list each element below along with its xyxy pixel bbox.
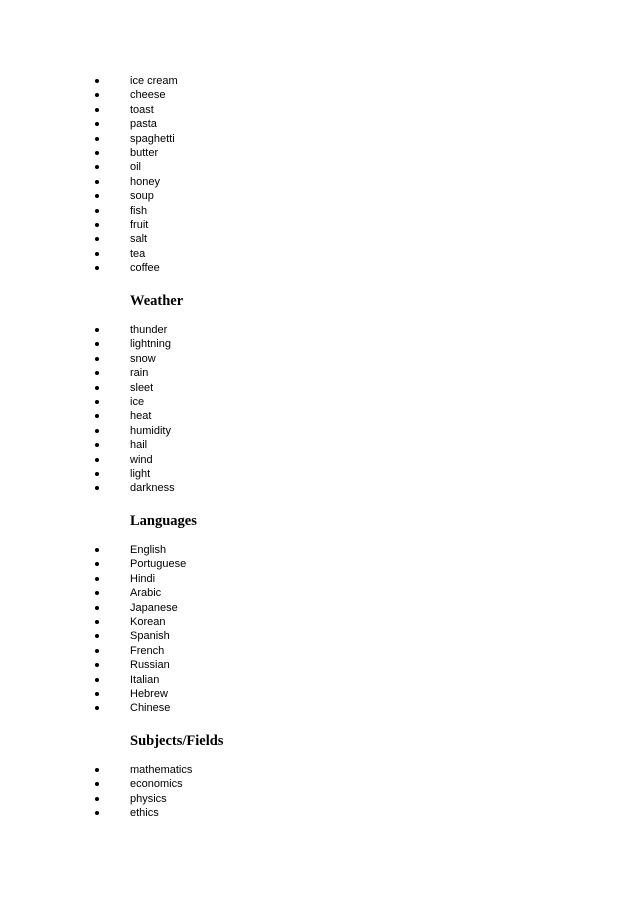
list-item-text: mathematics	[130, 764, 193, 776]
bullet-icon	[95, 429, 99, 433]
list-item-text: Arabic	[130, 587, 162, 600]
list-item	[0, 438, 638, 452]
list-item-text: honey	[130, 175, 160, 188]
list-item-text: fruit	[130, 218, 149, 231]
bullet-icon	[95, 797, 99, 801]
list-item-text: Hebrew	[130, 687, 168, 700]
list-item-text: Italian	[130, 673, 160, 686]
bullet-icon	[95, 443, 99, 447]
languages-list	[0, 543, 638, 716]
list-item	[0, 218, 638, 232]
list-item	[0, 132, 638, 146]
bullet-icon	[95, 591, 99, 595]
list-item	[0, 146, 638, 160]
subjects-list	[0, 763, 638, 821]
list-item	[0, 88, 638, 102]
list-item-text: hail	[130, 439, 148, 452]
bullet-icon	[95, 414, 99, 418]
list-item	[0, 160, 638, 174]
bullet-icon	[95, 706, 99, 710]
bullet-icon	[95, 577, 99, 581]
list-item-text: humidity	[130, 424, 171, 437]
languages-section	[0, 543, 638, 716]
list-item	[0, 673, 638, 687]
list-item-text: English	[130, 544, 167, 556]
list-item	[0, 424, 638, 438]
list-item	[0, 261, 638, 275]
list-item-text: snow	[130, 352, 156, 365]
list-item	[0, 572, 638, 586]
list-item	[0, 763, 638, 777]
list-item	[0, 395, 638, 409]
list-item	[0, 467, 638, 481]
list-item-text: soup	[130, 190, 154, 203]
food-list	[0, 74, 638, 275]
list-item-text: wind	[130, 453, 153, 466]
list-item	[0, 352, 638, 366]
list-item	[0, 557, 638, 571]
list-item	[0, 658, 638, 672]
bullet-icon	[95, 620, 99, 624]
bullet-icon	[95, 811, 99, 815]
list-item-text: heat	[130, 410, 152, 423]
bullet-icon	[95, 386, 99, 390]
subjects-section	[0, 763, 638, 821]
list-item-text: ethics	[130, 807, 159, 820]
list-item-text: oil	[130, 161, 142, 174]
list-item	[0, 601, 638, 615]
list-item-text: Portuguese	[130, 558, 187, 571]
list-item-text: coffee	[130, 262, 160, 275]
bullet-icon	[95, 678, 99, 682]
list-item	[0, 777, 638, 791]
list-item	[0, 247, 638, 261]
list-item	[0, 74, 638, 88]
list-item	[0, 323, 638, 337]
bullet-icon	[95, 606, 99, 610]
list-item-text: light	[130, 467, 151, 480]
bullet-icon	[95, 209, 99, 213]
weather-section	[0, 323, 638, 496]
list-item-text: lightning	[130, 338, 171, 351]
list-item	[0, 117, 638, 131]
bullet-icon	[95, 782, 99, 786]
bullet-icon	[95, 79, 99, 83]
bullet-icon	[95, 458, 99, 462]
list-item-text: Chinese	[130, 702, 171, 715]
list-item-text: tea	[130, 247, 146, 260]
languages-heading: Languages	[130, 513, 197, 529]
bullet-icon	[95, 371, 99, 375]
list-item-text: Spanish	[130, 630, 170, 643]
list-item-text: physics	[130, 792, 167, 805]
bullet-icon	[95, 400, 99, 404]
list-item	[0, 543, 638, 557]
list-item-text: economics	[130, 778, 183, 791]
list-item	[0, 687, 638, 701]
bullet-icon	[95, 108, 99, 112]
list-item-text: sleet	[130, 381, 154, 394]
list-item	[0, 481, 638, 495]
bullet-icon	[95, 634, 99, 638]
list-item	[0, 586, 638, 600]
list-item-text: pasta	[130, 118, 157, 131]
list-item-text: salt	[130, 233, 148, 246]
list-item-text: French	[130, 644, 165, 657]
bullet-icon	[95, 223, 99, 227]
list-item-text: rain	[130, 367, 149, 380]
list-item	[0, 701, 638, 715]
bullet-icon	[95, 165, 99, 169]
bullet-icon	[95, 692, 99, 696]
list-item	[0, 103, 638, 117]
bullet-icon	[95, 252, 99, 256]
bullet-icon	[95, 562, 99, 566]
list-item	[0, 232, 638, 246]
list-item-text: Korean	[130, 615, 166, 628]
list-item-text: spaghetti	[130, 132, 175, 145]
bullet-icon	[95, 137, 99, 141]
bullet-icon	[95, 151, 99, 155]
bullet-icon	[95, 663, 99, 667]
list-item-text: Hindi	[130, 572, 156, 585]
bullet-icon	[95, 649, 99, 653]
bullet-icon	[95, 548, 99, 552]
list-item-text: ice cream	[130, 75, 178, 87]
list-item	[0, 453, 638, 467]
bullet-icon	[95, 768, 99, 772]
list-item	[0, 366, 638, 380]
bullet-icon	[95, 180, 99, 184]
list-item-text: toast	[130, 103, 154, 116]
bullet-icon	[95, 194, 99, 198]
list-item-text: ice	[130, 395, 145, 408]
list-item-text: thunder	[130, 324, 168, 336]
list-item	[0, 409, 638, 423]
food-section	[0, 74, 638, 275]
list-item-text: Russian	[130, 659, 170, 672]
list-item-text: cheese	[130, 89, 166, 102]
list-item	[0, 204, 638, 218]
bullet-icon	[95, 266, 99, 270]
bullet-icon	[95, 122, 99, 126]
list-item	[0, 615, 638, 629]
subjects-heading: Subjects/Fields	[130, 733, 224, 749]
bullet-icon	[95, 93, 99, 97]
bullet-icon	[95, 342, 99, 346]
list-item	[0, 381, 638, 395]
list-item	[0, 629, 638, 643]
list-item	[0, 792, 638, 806]
weather-list	[0, 323, 638, 496]
bullet-icon	[95, 357, 99, 361]
list-item-text: fish	[130, 204, 148, 217]
list-item	[0, 644, 638, 658]
list-item-text: Japanese	[130, 601, 178, 614]
weather-heading: Weather	[130, 293, 184, 309]
list-item-text: butter	[130, 146, 159, 159]
list-item	[0, 189, 638, 203]
list-item	[0, 806, 638, 820]
bullet-icon	[95, 237, 99, 241]
bullet-icon	[95, 486, 99, 490]
list-item	[0, 175, 638, 189]
bullet-icon	[95, 328, 99, 332]
list-item	[0, 337, 638, 351]
list-item-text: darkness	[130, 482, 175, 495]
bullet-icon	[95, 472, 99, 476]
